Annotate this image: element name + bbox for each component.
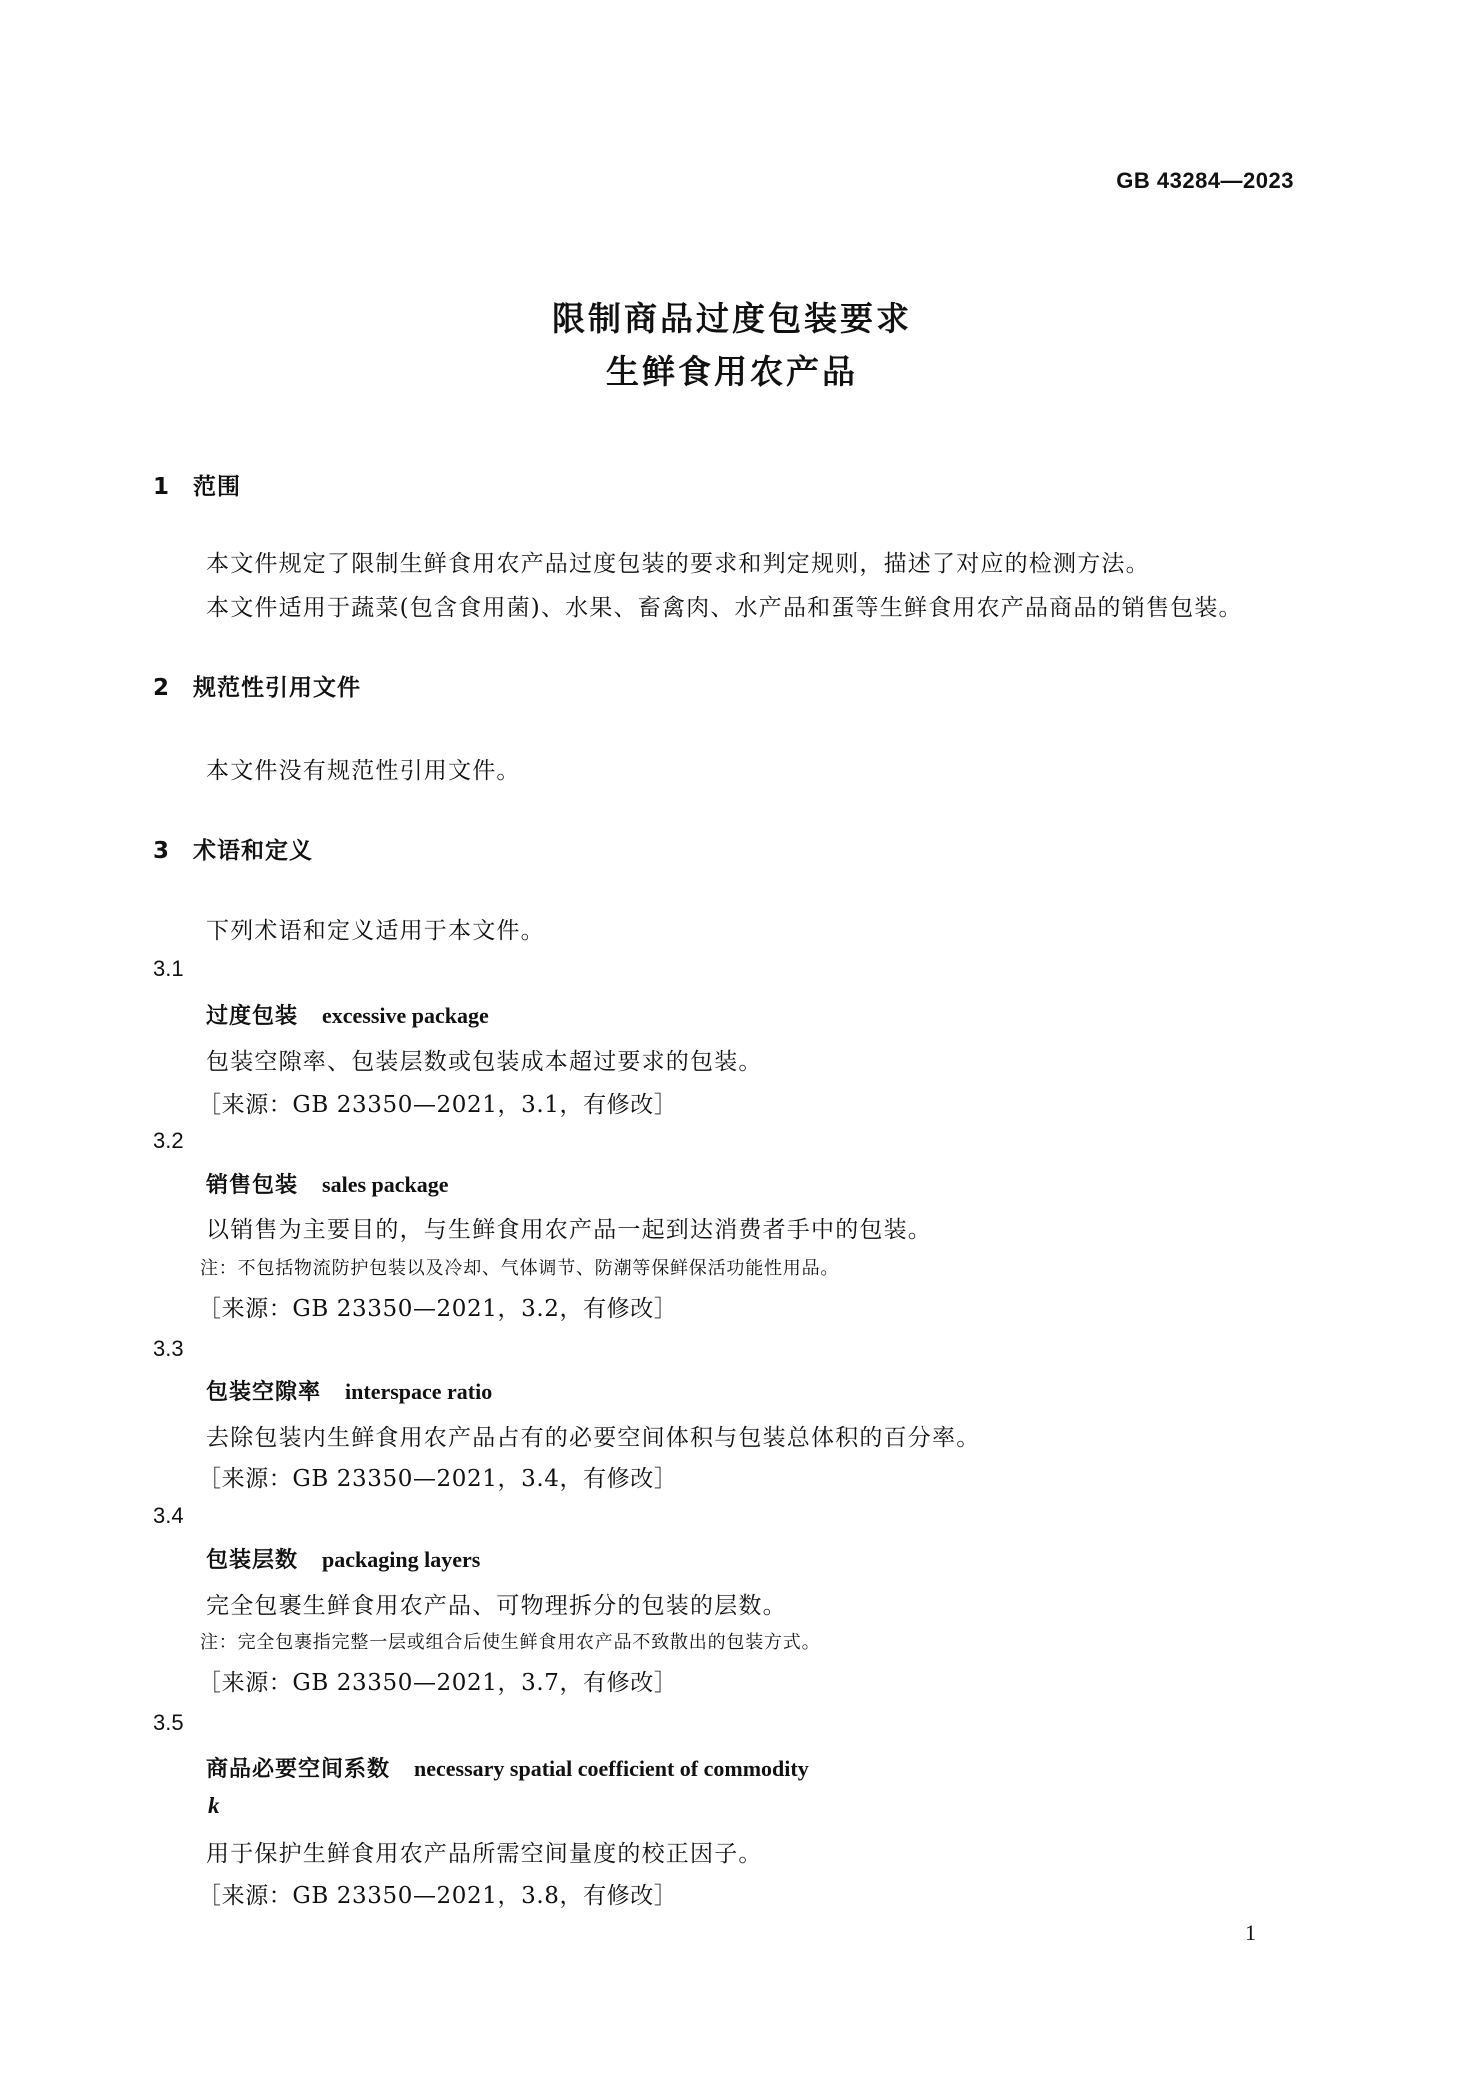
term-source: ［来源：GB 23350—2021，3.7，有修改］ [198, 1670, 678, 1696]
term-definition: 包装空隙率、包装层数或包装成本超过要求的包装。 [206, 1049, 763, 1075]
term-en: necessary spatial coefficient of commodity [414, 1756, 809, 1781]
term-note: 注：完全包裹指完整一层或组合后使生鲜食用农产品不致散出的包装方式。 [200, 1632, 821, 1653]
term-heading [206, 1168, 449, 1199]
term-en: sales package [322, 1172, 449, 1197]
term-source: ［来源：GB 23350—2021，3.8，有修改］ [198, 1883, 678, 1909]
section-heading-normative-references [153, 669, 361, 702]
page-number: 1 [1245, 1920, 1256, 1945]
paragraph: 本文件规定了限制生鲜食用农产品过度包装的要求和判定规则，描述了对应的检测方法。 [206, 551, 1150, 577]
term-number: 3.5 [153, 1710, 184, 1735]
document-subtitle: 生鲜食用农产品 [606, 352, 858, 391]
term-en: packaging layers [322, 1547, 481, 1572]
section-title: 范围 [193, 474, 241, 500]
term-zh: 销售包装 [206, 1173, 299, 1198]
term-source: ［来源：GB 23350—2021，3.4，有修改］ [198, 1466, 678, 1492]
term-heading [206, 1543, 480, 1574]
document-title: 限制商品过度包装要求 [552, 299, 912, 338]
paragraph: 本文件没有规范性引用文件。 [206, 758, 521, 784]
term-zh: 包装层数 [206, 1548, 299, 1573]
term-symbol: k [208, 1793, 220, 1818]
term-definition: 以销售为主要目的，与生鲜食用农产品一起到达消费者手中的包装。 [206, 1217, 932, 1243]
paragraph: 本文件适用于蔬菜(包含食用菌)、水果、畜禽肉、水产品和蛋等生鲜食用农产品商品的销售包装。 [206, 595, 1243, 621]
term-zh: 包装空隙率 [206, 1380, 322, 1405]
section-number: 1 [153, 474, 170, 500]
term-number: 3.1 [153, 956, 184, 981]
section-heading-terms [153, 832, 313, 865]
paragraph: 下列术语和定义适用于本文件。 [206, 918, 545, 944]
section-heading-scope [153, 468, 241, 501]
term-definition: 去除包装内生鲜食用农产品占有的必要空间体积与包装总体积的百分率。 [206, 1425, 981, 1451]
section-number: 3 [153, 838, 170, 864]
term-note: 注：不包括物流防护包装以及冷却、气体调节、防潮等保鲜保活功能性用品。 [200, 1258, 840, 1279]
section-title: 术语和定义 [193, 838, 313, 864]
term-zh: 商品必要空间系数 [206, 1757, 391, 1782]
term-source: ［来源：GB 23350—2021，3.2，有修改］ [198, 1296, 678, 1322]
term-source: ［来源：GB 23350—2021，3.1，有修改］ [198, 1092, 678, 1118]
term-heading [206, 1752, 809, 1783]
term-definition: 完全包裹生鲜食用农产品、可物理拆分的包装的层数。 [206, 1593, 787, 1619]
standard-code: GB 43284—2023 [1116, 168, 1294, 193]
term-zh: 过度包装 [206, 1004, 299, 1029]
term-definition: 用于保护生鲜食用农产品所需空间量度的校正因子。 [206, 1841, 763, 1867]
term-number: 3.4 [153, 1503, 184, 1528]
section-title: 规范性引用文件 [193, 675, 361, 701]
term-en: excessive package [322, 1003, 489, 1028]
term-number: 3.2 [153, 1128, 184, 1153]
section-number: 2 [153, 675, 170, 701]
term-heading [206, 999, 489, 1030]
term-heading [206, 1375, 492, 1406]
term-number: 3.3 [153, 1336, 184, 1361]
term-en: interspace ratio [345, 1379, 493, 1404]
